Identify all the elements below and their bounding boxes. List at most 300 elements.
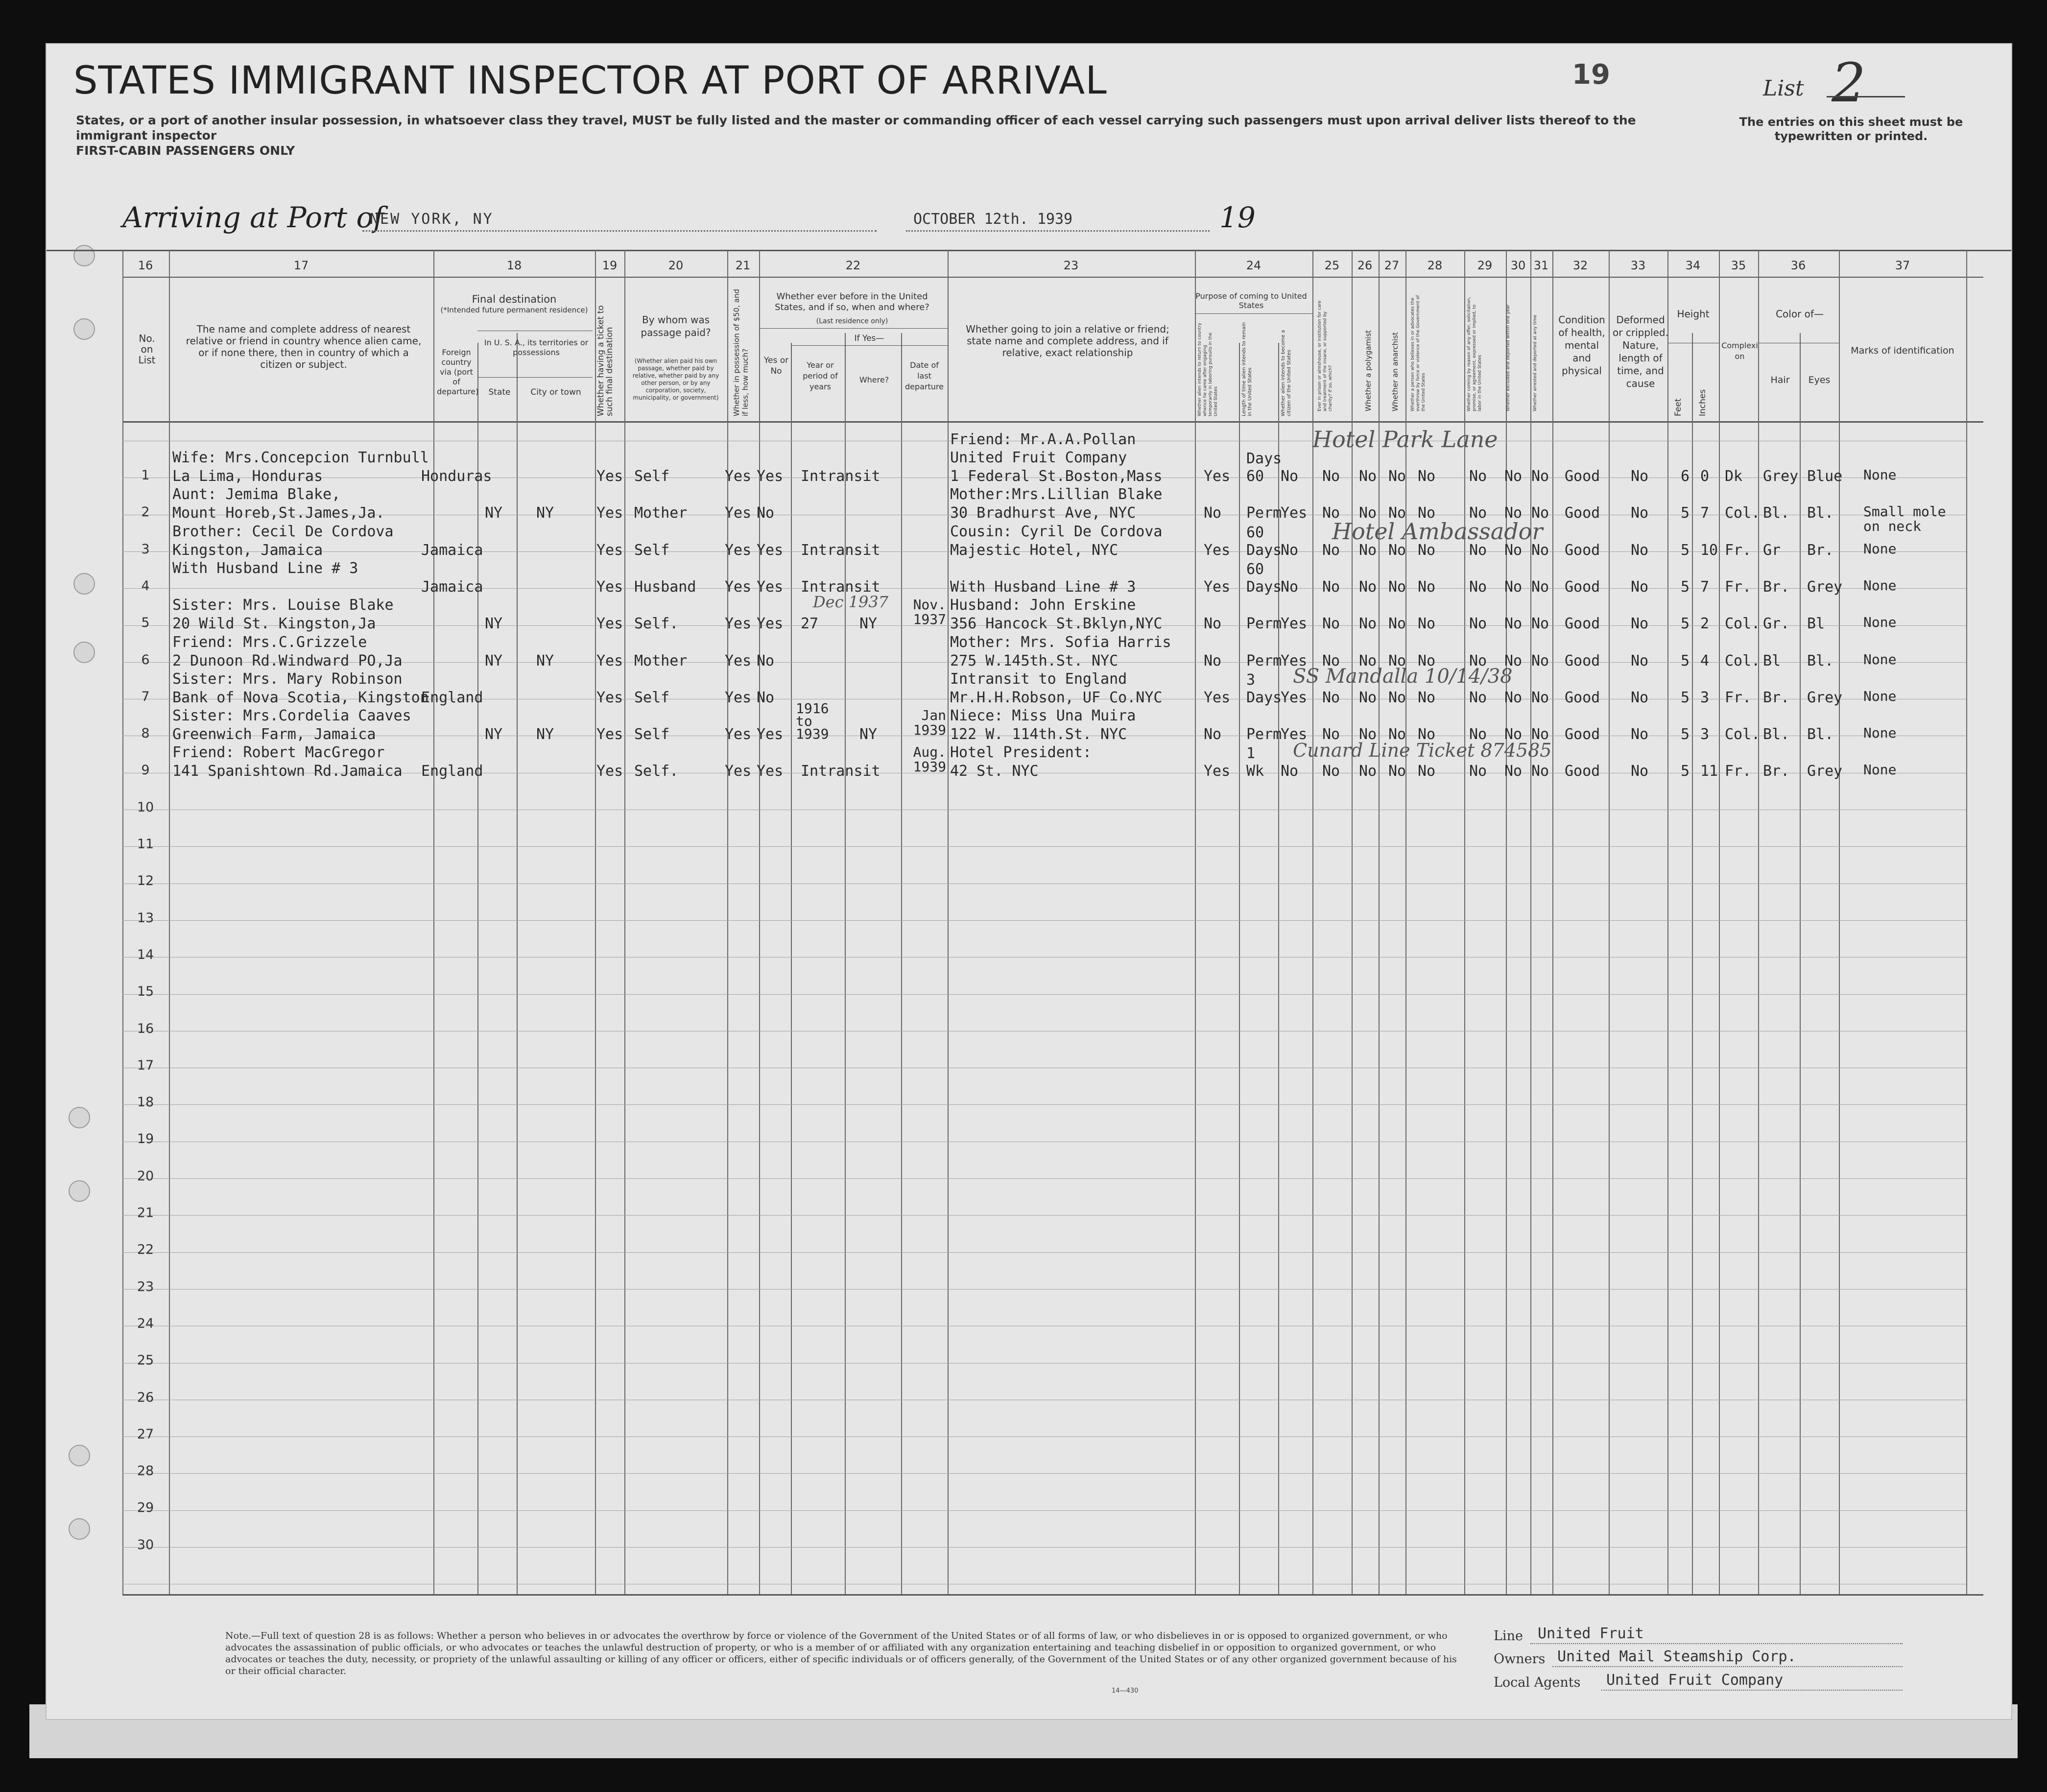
column-divider bbox=[727, 250, 728, 1594]
header-ticket: Whether having a ticket to such final destination bbox=[596, 305, 615, 416]
anarchist-answer: No bbox=[1388, 578, 1406, 596]
column-divider bbox=[1530, 250, 1531, 1594]
prison-answer: No bbox=[1322, 689, 1340, 706]
passage-paid-by: Self bbox=[634, 726, 670, 743]
prison-answer: No bbox=[1322, 726, 1340, 743]
height-inches: 4 bbox=[1700, 652, 1710, 669]
health-condition: Good bbox=[1565, 726, 1600, 743]
header-sub-line bbox=[477, 377, 593, 378]
row-divider bbox=[122, 994, 1966, 995]
hair-color: Bl. bbox=[1763, 504, 1790, 522]
year-prefix: 19 bbox=[1572, 59, 1610, 91]
passage-paid-by: Mother bbox=[634, 504, 688, 522]
relative-address: Greenwich Farm, Jamaica bbox=[172, 726, 376, 743]
anarchist-answer: No bbox=[1388, 652, 1406, 669]
ticket-answer: Yes bbox=[596, 504, 623, 522]
header-identification-marks: Marks of identification bbox=[1851, 345, 1954, 356]
row-divider bbox=[122, 1547, 1966, 1548]
header-excluded: Whether excluded and deported within one year bbox=[1506, 304, 1511, 411]
destination-state: NY bbox=[485, 726, 503, 743]
citizen-intent: Yes bbox=[1281, 615, 1308, 632]
passage-paid-by: Husband bbox=[634, 578, 696, 596]
anarchist-answer: No bbox=[1388, 689, 1406, 706]
sub-column-divider bbox=[1239, 343, 1240, 1594]
relative-name: With Husband Line # 3 bbox=[172, 560, 358, 577]
row-divider bbox=[122, 1436, 1966, 1437]
health-condition: Good bbox=[1565, 468, 1600, 485]
polygamist-answer: No bbox=[1359, 468, 1377, 485]
complexion: Fr. bbox=[1725, 763, 1752, 780]
join-line-1: Mother:Mrs.Lillian Blake bbox=[950, 486, 1163, 503]
prison-answer: No bbox=[1322, 504, 1340, 522]
complexion: Fr. bbox=[1725, 578, 1752, 596]
polygamist-answer: No bbox=[1359, 542, 1377, 559]
identification-marks: Small mole on neck bbox=[1863, 503, 1946, 534]
stay-length-top: 60 bbox=[1246, 524, 1264, 541]
health-condition: Good bbox=[1565, 615, 1600, 632]
row-divider bbox=[122, 1178, 1966, 1179]
passage-paid-by: Self. bbox=[634, 615, 679, 632]
before-in-us: Yes bbox=[757, 763, 784, 780]
fifty-dollars-answer: Yes bbox=[725, 726, 752, 743]
health-condition: Good bbox=[1565, 652, 1600, 669]
row-number: 26 bbox=[137, 1390, 154, 1405]
ticket-answer: Yes bbox=[596, 652, 623, 669]
relative-name: Brother: Cecil De Cordova bbox=[172, 523, 394, 540]
row-number: 7 bbox=[141, 689, 150, 704]
row-number: 21 bbox=[137, 1205, 154, 1220]
header-last-departure: Date of last departure bbox=[904, 360, 944, 391]
citizen-intent: Yes bbox=[1281, 726, 1308, 743]
punch-hole bbox=[73, 573, 95, 595]
height-feet: 5 bbox=[1681, 504, 1690, 522]
prison-answer: No bbox=[1322, 652, 1340, 669]
row-divider bbox=[122, 1510, 1966, 1511]
row-divider bbox=[122, 1473, 1966, 1474]
foreign-country: Jamaica bbox=[421, 542, 483, 559]
citizen-intent: Yes bbox=[1281, 689, 1308, 706]
row-divider bbox=[122, 1289, 1966, 1290]
anarchist-answer: No bbox=[1388, 763, 1406, 780]
header-height: Height bbox=[1677, 308, 1710, 320]
last-departure: Nov. 1937 bbox=[913, 597, 946, 627]
relative-address: Kingston, Jamaica bbox=[172, 542, 323, 559]
column-number: 36 bbox=[1790, 259, 1806, 272]
header-bottom-border bbox=[122, 421, 1983, 423]
header-state: State bbox=[488, 387, 511, 397]
complexion: Col. bbox=[1725, 652, 1761, 669]
table-bottom-border bbox=[122, 1594, 1983, 1596]
hair-color: Gr bbox=[1763, 542, 1781, 559]
ticket-answer: Yes bbox=[596, 542, 623, 559]
health-condition: Good bbox=[1565, 763, 1600, 780]
hair-color: Br. bbox=[1763, 763, 1790, 780]
before-in-us: No bbox=[757, 652, 775, 669]
header-deformed: Deformed or crippled. Nature, length of time, and cause bbox=[1613, 314, 1668, 389]
final-destination-title: Final destination bbox=[472, 293, 557, 305]
stay-length-top: 1 bbox=[1246, 745, 1256, 762]
destination-city: NY bbox=[536, 504, 554, 522]
handwritten-note-row5: Dec 1937 bbox=[813, 593, 889, 611]
row-number: 5 bbox=[141, 615, 150, 630]
join-line-2: 122 W. 114th.St. NYC bbox=[950, 726, 1127, 743]
punch-hole bbox=[73, 318, 95, 340]
height-inches: 2 bbox=[1700, 615, 1710, 632]
row-number: 20 bbox=[137, 1169, 154, 1184]
height-inches: 11 bbox=[1700, 763, 1718, 780]
relative-name: Friend: Mrs.C.Grizzele bbox=[172, 634, 367, 651]
prison-answer: No bbox=[1322, 542, 1340, 559]
row-number: 12 bbox=[137, 873, 154, 888]
health-condition: Good bbox=[1565, 578, 1600, 596]
excluded-answer: No bbox=[1504, 689, 1523, 706]
header-purpose: Purpose of coming to United States bbox=[1195, 291, 1307, 310]
relative-name: Friend: Robert MacGregor bbox=[172, 744, 385, 761]
header-relative-address: The name and complete address of nearest relative or friend in country whence alien came, or if none there, then in country of which a citizen or subject. bbox=[186, 323, 422, 370]
complexion: Fr. bbox=[1725, 542, 1752, 559]
citizen-intent: No bbox=[1281, 542, 1299, 559]
passage-paid-by: Mother bbox=[634, 652, 688, 669]
fifty-dollars-answer: Yes bbox=[725, 578, 752, 596]
ticket-answer: Yes bbox=[596, 763, 623, 780]
identification-marks: None bbox=[1863, 688, 1897, 704]
height-feet: 6 bbox=[1681, 468, 1690, 485]
column-divider bbox=[169, 250, 170, 1594]
relative-name: Sister: Mrs. Louise Blake bbox=[172, 597, 394, 614]
form-title: STATES IMMIGRANT INSPECTOR AT PORT OF ARRIVAL bbox=[73, 59, 1107, 103]
column-number-border bbox=[122, 277, 1983, 278]
polygamist-answer: No bbox=[1359, 578, 1377, 596]
labor-offer-answer: No bbox=[1469, 615, 1487, 632]
column-number: 32 bbox=[1572, 259, 1588, 272]
list-number: 2 bbox=[1832, 51, 1866, 114]
height-inches: 0 bbox=[1700, 468, 1710, 485]
header-city: City or town bbox=[530, 387, 581, 397]
identification-marks: None bbox=[1863, 614, 1897, 630]
relative-address: 2 Dunoon Rd.Windward PO,Ja bbox=[172, 652, 403, 669]
header-citizen-intent: Whether alien intends to become a citizen of the United States bbox=[1281, 330, 1292, 416]
eye-color: Grey bbox=[1807, 578, 1843, 596]
height-feet: 5 bbox=[1681, 652, 1690, 669]
excluded-answer: No bbox=[1504, 763, 1523, 780]
row-number: 1 bbox=[141, 468, 150, 483]
relative-name: Sister: Mrs.Cordelia Caaves bbox=[172, 707, 411, 724]
return-intent: No bbox=[1204, 615, 1222, 632]
header-foreign-country: Foreign country via (port of departure) bbox=[437, 348, 479, 396]
ticket-answer: Yes bbox=[596, 726, 623, 743]
row-number: 3 bbox=[141, 542, 150, 557]
header-length-of-stay: Length of time alien intends to remain in the United States bbox=[1241, 322, 1253, 416]
before-in-us: No bbox=[757, 504, 775, 522]
column-divider bbox=[1552, 250, 1553, 1594]
header-labor-offer: Whether coming by reason of any offer, solicitation, promise, or agreement, expressed or implied, to labor in the United States bbox=[1467, 296, 1482, 411]
identification-marks: None bbox=[1863, 651, 1897, 668]
final-destination-sub: (*Intended future permanent residence) bbox=[440, 306, 588, 314]
instruction-line: States, or a port of another insular possession, in whatsoever class they travel, MUST be fully listed and the master or commanding officer of each vessel carrying such passengers must upon arrival deliver lists thereof to the immigrant inspector bbox=[76, 113, 1636, 143]
cabin-class: FIRST-CABIN PASSENGERS ONLY bbox=[76, 143, 295, 158]
relative-address: Bank of Nova Scotia, Kingston bbox=[172, 689, 429, 706]
row-number: 25 bbox=[137, 1353, 154, 1368]
column-number: 16 bbox=[138, 259, 153, 272]
sub-column-divider bbox=[1800, 333, 1801, 1594]
complexion: Col. bbox=[1725, 726, 1761, 743]
handwritten-note-row9: Cunard Line Ticket 874585 bbox=[1293, 740, 1552, 761]
deformed-answer: No bbox=[1631, 652, 1649, 669]
overthrow-answer: No bbox=[1418, 689, 1436, 706]
labor-offer-answer: No bbox=[1469, 763, 1487, 780]
header-fifty-dollars: Whether in possession of $50, and if less, how much? bbox=[732, 289, 750, 416]
deported-answer: No bbox=[1531, 468, 1549, 485]
before-where: NY bbox=[859, 726, 878, 743]
row-number: 27 bbox=[137, 1427, 154, 1442]
join-line-2: Mr.H.H.Robson, UF Co.NYC bbox=[950, 689, 1163, 706]
row-number: 11 bbox=[137, 836, 154, 852]
column-number: 28 bbox=[1427, 259, 1443, 272]
join-line-2: 275 W.145th.St. NYC bbox=[950, 652, 1119, 669]
row-number: 13 bbox=[137, 910, 154, 926]
prison-answer: No bbox=[1322, 468, 1340, 485]
sub-column-divider bbox=[517, 333, 518, 1594]
column-number: 37 bbox=[1895, 259, 1910, 272]
row-number: 17 bbox=[137, 1058, 154, 1073]
header-before-in-us: Whether ever before in the United States, and if so, when and where? bbox=[775, 291, 929, 312]
header-polygamist: Whether a polygamist bbox=[1364, 330, 1373, 411]
passage-paid-by: Self. bbox=[634, 763, 679, 780]
excluded-answer: No bbox=[1504, 726, 1523, 743]
stay-length: Days bbox=[1246, 542, 1282, 559]
column-number: 27 bbox=[1384, 259, 1400, 272]
punch-hole bbox=[69, 1518, 90, 1540]
height-inches: 7 bbox=[1700, 504, 1710, 522]
row-number: 10 bbox=[137, 800, 154, 815]
prison-answer: No bbox=[1322, 578, 1340, 596]
punch-hole bbox=[73, 245, 95, 266]
polygamist-answer: No bbox=[1359, 615, 1377, 632]
instruction-text bbox=[76, 113, 1643, 158]
join-line-2: 356 Hancock St.Bklyn,NYC bbox=[950, 615, 1163, 632]
row-divider bbox=[122, 846, 1966, 847]
punch-hole bbox=[69, 1180, 90, 1202]
column-number: 34 bbox=[1685, 259, 1701, 272]
sub-column-divider bbox=[1278, 343, 1279, 1594]
deported-answer: No bbox=[1531, 615, 1549, 632]
row-number: 28 bbox=[137, 1463, 154, 1479]
column-number: 26 bbox=[1357, 259, 1373, 272]
complexion: Col. bbox=[1725, 504, 1761, 522]
row-number: 24 bbox=[137, 1316, 154, 1331]
header-anarchist: Whether an anarchist bbox=[1391, 332, 1400, 411]
polygamist-answer: No bbox=[1359, 652, 1377, 669]
column-divider bbox=[624, 250, 625, 1594]
ticket-answer: Yes bbox=[596, 689, 623, 706]
relative-address: 141 Spanishtown Rd.Jamaica bbox=[172, 763, 403, 780]
manifest-sheet bbox=[47, 44, 2011, 1719]
header-sub-line bbox=[1195, 313, 1312, 314]
before-period: Intransit bbox=[801, 763, 881, 780]
height-feet: 5 bbox=[1681, 726, 1690, 743]
overthrow-answer: No bbox=[1418, 578, 1436, 596]
relative-address: La Lima, Honduras bbox=[172, 468, 323, 485]
stay-length-top: 60 bbox=[1246, 561, 1264, 578]
height-feet: 5 bbox=[1681, 615, 1690, 632]
destination-state: NY bbox=[485, 615, 503, 632]
return-intent: No bbox=[1204, 504, 1222, 522]
header-sub-line bbox=[791, 345, 948, 346]
header-join-relative: Whether going to join a relative or friend; state name and complete address, and if relative, exact relationship bbox=[966, 323, 1169, 358]
deported-answer: No bbox=[1531, 652, 1549, 669]
overthrow-answer: No bbox=[1418, 726, 1436, 743]
row-number: 8 bbox=[141, 726, 150, 741]
header-complexion: Complexion bbox=[1721, 341, 1758, 361]
stay-length: Perm bbox=[1246, 615, 1282, 632]
eye-color: Bl. bbox=[1807, 726, 1834, 743]
join-line-1: Intransit to England bbox=[950, 670, 1127, 688]
column-divider bbox=[1195, 250, 1196, 1594]
row-number: 30 bbox=[137, 1537, 154, 1553]
column-divider bbox=[1758, 250, 1759, 1594]
header-in-usa: In U. S. A., its territories or possessions bbox=[484, 338, 589, 357]
overthrow-answer: No bbox=[1418, 504, 1436, 522]
punch-hole bbox=[69, 1445, 90, 1466]
stay-length: Wk bbox=[1246, 763, 1264, 780]
before-in-us: Yes bbox=[757, 578, 784, 596]
identification-marks: None bbox=[1863, 541, 1897, 557]
passage-paid-by: Self bbox=[634, 689, 670, 706]
anarchist-answer: No bbox=[1388, 504, 1406, 522]
fifty-dollars-answer: Yes bbox=[725, 468, 752, 485]
fifty-dollars-answer: Yes bbox=[725, 763, 752, 780]
deformed-answer: No bbox=[1631, 504, 1649, 522]
hair-color: Br. bbox=[1763, 689, 1790, 706]
row-number: 22 bbox=[137, 1242, 154, 1257]
port-line bbox=[362, 230, 877, 232]
handwritten-note-row7: SS Mandalla 10/14/38 bbox=[1293, 665, 1513, 688]
fifty-dollars-answer: Yes bbox=[725, 652, 752, 669]
deported-answer: No bbox=[1531, 542, 1549, 559]
header-prison-almshouse: Ever in prison or almshouse, or institution for care and treatment of the insane, or supported by charity? If so, which? bbox=[1317, 300, 1333, 411]
agents-underline bbox=[1601, 1690, 1903, 1691]
ticket-answer: Yes bbox=[596, 468, 623, 485]
anarchist-answer: No bbox=[1388, 542, 1406, 559]
join-line-1: Hotel President: bbox=[950, 744, 1092, 761]
identification-marks: None bbox=[1863, 577, 1897, 594]
join-line-1: With Husband Line # 3 bbox=[950, 578, 1136, 596]
excluded-answer: No bbox=[1504, 504, 1523, 522]
header-sub-line bbox=[759, 328, 948, 329]
labor-offer-answer: No bbox=[1469, 468, 1487, 485]
handwritten-note-row1: Hotel Park Lane bbox=[1312, 426, 1498, 453]
height-feet: 5 bbox=[1681, 689, 1690, 706]
health-condition: Good bbox=[1565, 689, 1600, 706]
relative-address: 20 Wild St. Kingston,Ja bbox=[172, 615, 376, 632]
list-label: List bbox=[1763, 76, 1804, 101]
stay-length: Days bbox=[1246, 689, 1282, 706]
before-period: Intransit bbox=[801, 578, 881, 596]
anarchist-answer: No bbox=[1388, 615, 1406, 632]
row-divider bbox=[122, 1252, 1966, 1253]
column-divider bbox=[1966, 250, 1967, 1594]
question-28-note: Note.—Full text of question 28 is as follows: Whether a person who believes in or advocates the overthrow by force or violence of the Government of the United States or of all forms of law, or who disbelieves in or is opposed to organized government, or who advocates the assassination of public officials, or who advocates or teaches the unlawful destruction of property, or who is a member of or affiliated with any organization entertaining and teaching disbelief in or opposition to organized government, or who advocates or teaches the duty, necessity, or propriety of the unlawful assaulting or killing of any officer or officers, either of specific individuals or of officers generally, of the Government of the United States or of any other organized government because of his or their official character. bbox=[225, 1630, 1457, 1676]
eye-color: Bl. bbox=[1807, 652, 1834, 669]
header-passage-paid: By whom was passage paid? bbox=[641, 314, 711, 338]
column-number: 25 bbox=[1324, 259, 1340, 272]
anarchist-answer: No bbox=[1388, 468, 1406, 485]
complexion: Fr. bbox=[1725, 689, 1752, 706]
line-underline bbox=[1530, 1643, 1903, 1644]
header-eyes: Eyes bbox=[1808, 375, 1831, 385]
excluded-answer: No bbox=[1504, 542, 1523, 559]
foreign-country: England bbox=[421, 689, 483, 706]
column-divider bbox=[433, 250, 434, 1594]
labor-offer-answer: No bbox=[1469, 652, 1487, 669]
excluded-answer: No bbox=[1504, 578, 1523, 596]
column-number: 21 bbox=[735, 259, 751, 272]
row-number: 14 bbox=[137, 947, 154, 962]
excluded-answer: No bbox=[1504, 615, 1523, 632]
header-no-on-list: No. on List bbox=[138, 333, 156, 366]
handwritten-note-row3: Hotel Ambassador bbox=[1332, 518, 1543, 545]
deported-answer: No bbox=[1531, 578, 1549, 596]
overthrow-answer: No bbox=[1418, 615, 1436, 632]
row-number: 9 bbox=[141, 763, 150, 778]
hair-color: Br. bbox=[1763, 578, 1790, 596]
identification-marks: None bbox=[1863, 762, 1897, 778]
column-divider bbox=[595, 250, 596, 1594]
labor-offer-answer: No bbox=[1469, 726, 1487, 743]
citizen-intent: Yes bbox=[1281, 504, 1308, 522]
citizen-intent: No bbox=[1281, 763, 1299, 780]
before-period: 1916 to 1939 bbox=[796, 700, 829, 742]
hair-color: Grey bbox=[1763, 468, 1799, 485]
stay-length-top: 3 bbox=[1246, 671, 1256, 689]
join-line-2: United Fruit Company bbox=[950, 449, 1127, 466]
stay-length-top: Days bbox=[1246, 450, 1282, 467]
destination-state: NY bbox=[485, 652, 503, 669]
excluded-answer: No bbox=[1504, 468, 1523, 485]
return-intent: Yes bbox=[1204, 689, 1231, 706]
foreign-country: England bbox=[421, 763, 483, 780]
column-number: 22 bbox=[845, 259, 861, 272]
column-divider bbox=[1667, 250, 1668, 1594]
join-line-2: Majestic Hotel, NYC bbox=[950, 542, 1119, 559]
return-intent: No bbox=[1204, 652, 1222, 669]
stay-length: Perm bbox=[1246, 652, 1282, 669]
return-intent: Yes bbox=[1204, 578, 1231, 596]
column-divider bbox=[1719, 250, 1720, 1594]
health-condition: Good bbox=[1565, 542, 1600, 559]
join-line-2: 42 St. NYC bbox=[950, 763, 1039, 780]
column-number: 33 bbox=[1630, 259, 1646, 272]
sub-column-divider bbox=[901, 333, 902, 1594]
return-intent: No bbox=[1204, 726, 1222, 743]
height-inches: 3 bbox=[1700, 689, 1710, 706]
relative-name: Aunt: Jemima Blake, bbox=[172, 486, 341, 503]
labor-offer-answer: No bbox=[1469, 542, 1487, 559]
column-number: 30 bbox=[1510, 259, 1526, 272]
line-value: United Fruit bbox=[1538, 1625, 1644, 1642]
row-number: 18 bbox=[137, 1095, 154, 1110]
passage-paid-by: Self bbox=[634, 468, 670, 485]
arrival-date: OCTOBER 12th. 1939 bbox=[913, 211, 1073, 228]
row-number: 19 bbox=[137, 1131, 154, 1147]
header-if-yes: If Yes— bbox=[854, 334, 884, 343]
column-divider bbox=[1506, 250, 1507, 1594]
citizen-intent: Yes bbox=[1281, 652, 1308, 669]
before-where: NY bbox=[859, 615, 878, 632]
header-health: Condition of health, mental and physical bbox=[1558, 314, 1605, 377]
excluded-answer: No bbox=[1504, 652, 1523, 669]
header-feet: Feet bbox=[1673, 398, 1683, 416]
